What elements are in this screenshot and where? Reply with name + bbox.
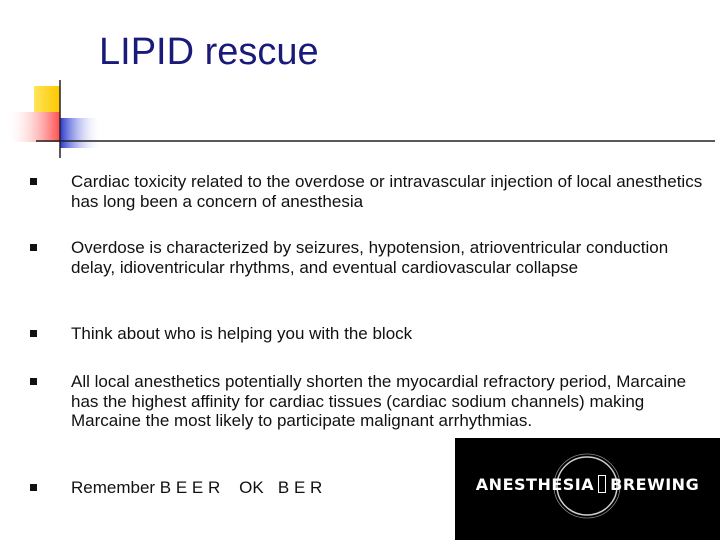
- logo-right-word: BREWING: [610, 475, 700, 494]
- anesthesia-brewing-logo: [455, 438, 720, 540]
- square-bullet-icon: [30, 244, 37, 251]
- bullet-text: All local anesthetics potentially shorten the myocardial refractory period, Marcaine has the highest affinity for cardiac tissues (cardiac sodium channels) making Marcaine the most likely to participate malignant arrhythmias.: [71, 372, 687, 430]
- red-square: [10, 112, 60, 142]
- bullet-text: Overdose is characterized by seizures, hypotension, atrioventricular conduction delay, idioventricular rhythms, and eventual cardiovascular collapse: [71, 238, 669, 277]
- bullet-text: Cardiac toxicity related to the overdose or intravascular injection of local anesthetics has long been a concern of anesthesia: [71, 172, 703, 211]
- square-bullet-icon: [30, 178, 37, 185]
- bullet-text: Remember B E E R OK B E R: [71, 478, 323, 497]
- logo-text: [455, 475, 720, 494]
- blue-square: [60, 118, 100, 148]
- logo-left-word: ANESTHESIA: [475, 475, 595, 494]
- decorative-corner-graphic: [0, 0, 720, 170]
- yellow-square: [34, 86, 60, 112]
- square-bullet-icon: [30, 484, 37, 491]
- square-bullet-icon: [30, 378, 37, 385]
- page-title: LIPID rescue: [99, 31, 319, 73]
- square-bullet-icon: [30, 330, 37, 337]
- bullet-text: Think about who is helping you with the block: [71, 324, 413, 343]
- syringe-icon: [598, 475, 606, 493]
